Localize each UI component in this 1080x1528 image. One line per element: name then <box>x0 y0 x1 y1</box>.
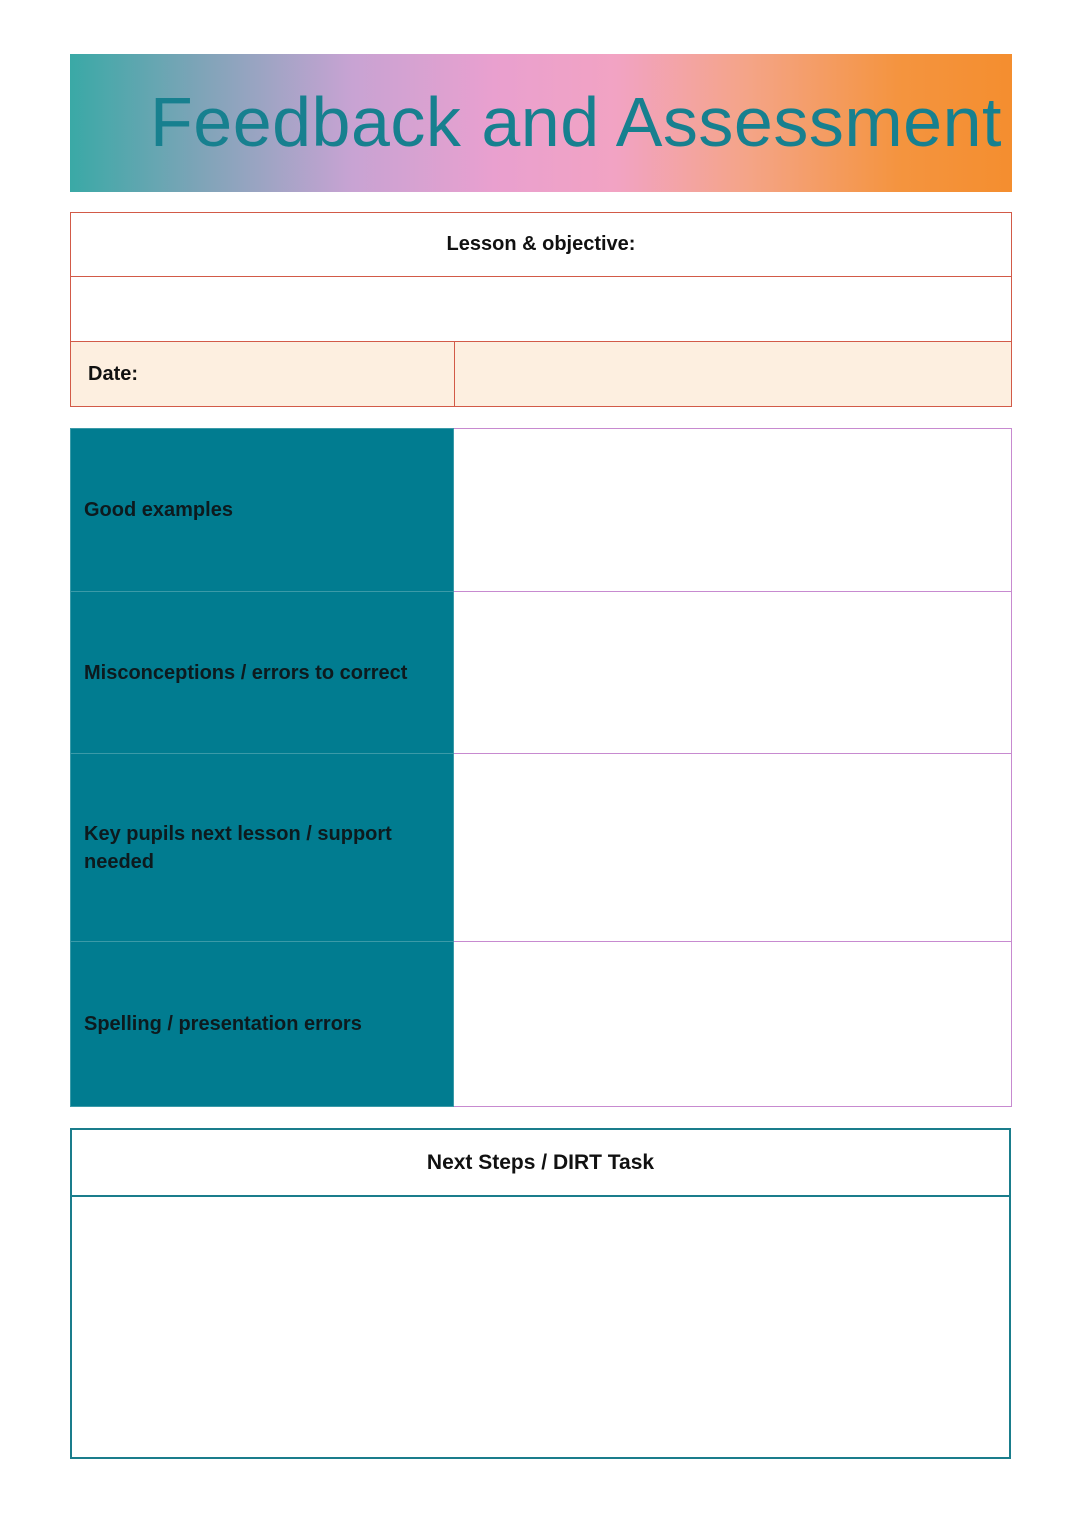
feedback-table <box>70 428 1012 1107</box>
lesson-objective-field[interactable] <box>71 277 1012 342</box>
feedback-row <box>71 754 1012 942</box>
date-label: Date: <box>71 342 455 407</box>
next-steps-header: Next Steps / DIRT Task <box>72 1130 1009 1197</box>
date-field[interactable] <box>455 342 1012 407</box>
feedback-row <box>71 592 1012 754</box>
good-examples-label: Good examples <box>71 429 454 592</box>
feedback-row <box>71 942 1012 1107</box>
key-pupils-field[interactable] <box>454 754 1012 942</box>
key-pupils-label: Key pupils next lesson / support needed <box>71 754 454 942</box>
spelling-label: Spelling / presentation errors <box>71 942 454 1107</box>
lesson-objective-table <box>70 212 1012 407</box>
next-steps-box <box>70 1128 1011 1459</box>
misconceptions-field[interactable] <box>454 592 1012 754</box>
feedback-row <box>71 429 1012 592</box>
spelling-field[interactable] <box>454 942 1012 1107</box>
next-steps-field[interactable] <box>72 1197 1009 1455</box>
page-title: Feedback and Assessment <box>150 83 1002 161</box>
good-examples-field[interactable] <box>454 429 1012 592</box>
misconceptions-label: Misconceptions / errors to correct <box>71 592 454 754</box>
lesson-objective-header: Lesson & objective: <box>71 213 1012 277</box>
title-banner <box>70 54 1012 192</box>
